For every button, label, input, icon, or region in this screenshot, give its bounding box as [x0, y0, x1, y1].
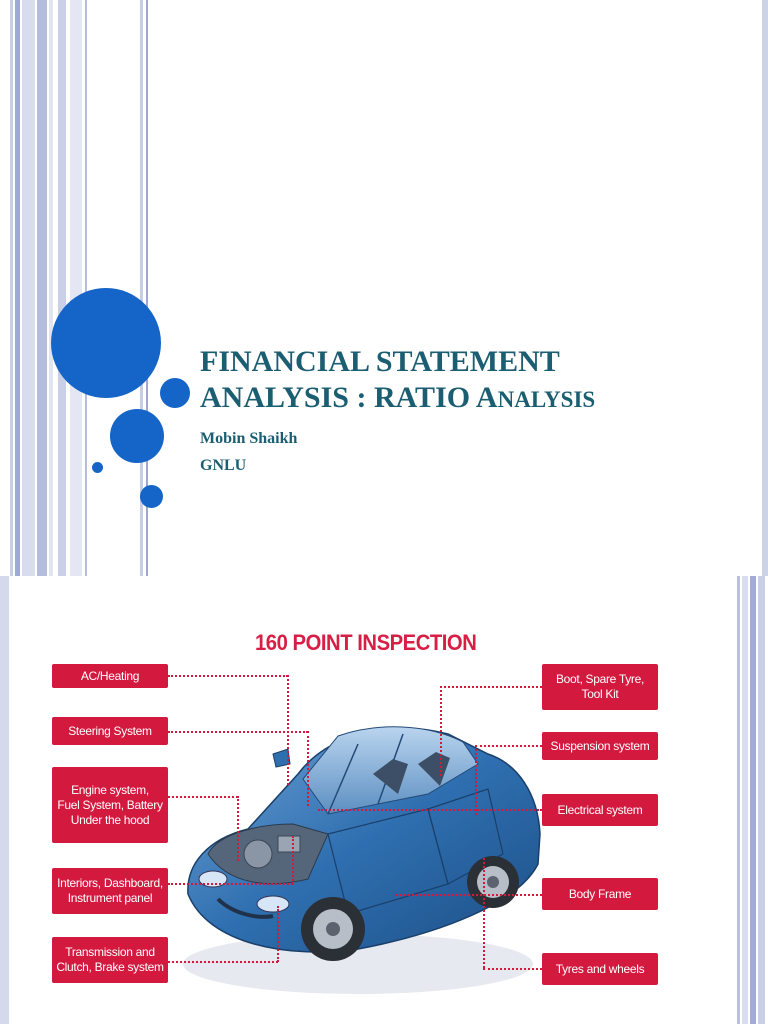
connector-line — [307, 731, 309, 806]
label-tyres-wheels — [542, 953, 658, 985]
connector-line — [440, 686, 442, 776]
connector-line — [475, 745, 542, 747]
stripe — [742, 576, 748, 1024]
label-text: Suspension system — [550, 738, 650, 753]
label-text: Boot, Spare Tyre, — [555, 672, 645, 686]
title-line-1: FINANCIAL STATEMENT — [200, 345, 560, 378]
title-line-2-cap: A — [475, 381, 498, 414]
car-cutaway-image — [178, 664, 550, 1004]
connector-line — [168, 961, 278, 963]
connector-line — [318, 809, 542, 811]
decorative-circle-tiny — [92, 462, 103, 473]
connector-line — [292, 836, 294, 884]
author-name: Mobin Shaikh — [200, 430, 298, 447]
connector-line — [395, 894, 542, 896]
label-suspension-system — [542, 732, 658, 760]
decorative-stripes-right — [736, 576, 768, 1024]
inspection-slide — [0, 576, 768, 1024]
label-engine-system — [52, 767, 168, 843]
connector-line — [475, 745, 477, 815]
label-text: AC/Heating — [80, 668, 140, 683]
connector-line — [237, 796, 239, 861]
label-text: Body Frame — [568, 886, 632, 901]
label-text: Steering System — [68, 723, 152, 738]
stripe — [22, 0, 35, 576]
label-text: Electrical system — [557, 802, 643, 817]
connector-line — [168, 675, 288, 677]
slide-title — [200, 344, 740, 418]
decorative-stripe-right — [762, 0, 768, 576]
stripe — [85, 0, 87, 576]
decorative-stripes-left — [0, 0, 150, 576]
label-text: Transmission and — [65, 945, 155, 959]
stripe — [49, 0, 53, 576]
stripe — [750, 576, 756, 1024]
inspection-heading: 160 POINT INSPECTION — [255, 630, 477, 655]
title-line-2-main: ANALYSIS : RATIO — [200, 381, 476, 414]
connector-line — [168, 731, 308, 733]
label-ac-heating — [52, 664, 168, 688]
title-line-2-smallcaps: NALYSIS — [497, 387, 596, 412]
stripe — [70, 0, 82, 576]
connector-line — [168, 796, 238, 798]
stripe — [37, 0, 47, 576]
label-text: Clutch, Brake system — [56, 960, 164, 974]
label-text: Instrument panel — [67, 891, 153, 905]
connector-line — [168, 883, 293, 885]
label-text: Tool Kit — [581, 687, 619, 701]
label-text: Under the hood — [70, 812, 150, 827]
stripe — [758, 576, 765, 1024]
label-interiors-dashboard — [52, 868, 168, 914]
stripe — [737, 576, 740, 1024]
connector-line — [287, 675, 289, 785]
decorative-circle-medium — [110, 409, 164, 463]
connector-line — [440, 686, 542, 688]
decorative-circle-small — [140, 485, 163, 508]
connector-line — [483, 858, 485, 968]
title-line-2 — [200, 380, 740, 418]
label-text: Engine system, — [71, 782, 149, 797]
stripe — [15, 0, 20, 576]
label-transmission-clutch — [52, 937, 168, 983]
stripe — [10, 0, 13, 576]
organization-name: GNLU — [200, 457, 247, 474]
label-electrical-system — [542, 794, 658, 826]
stripe — [58, 0, 66, 576]
connector-line — [483, 968, 542, 970]
label-body-frame — [542, 878, 658, 910]
partial-logo-graphic — [240, 1006, 440, 1024]
car-illustration — [178, 664, 550, 1004]
connector-line — [277, 906, 279, 962]
label-boot-spare-tyre — [542, 664, 658, 710]
label-steering-system — [52, 717, 168, 745]
label-text: Fuel System, Battery — [57, 797, 163, 812]
label-text: Tyres and wheels — [555, 961, 645, 976]
decorative-circle-large — [51, 288, 161, 398]
label-text: Interiors, Dashboard, — [57, 876, 163, 890]
decorative-stripe-left — [0, 576, 9, 1024]
decorative-circle-small — [160, 378, 190, 408]
